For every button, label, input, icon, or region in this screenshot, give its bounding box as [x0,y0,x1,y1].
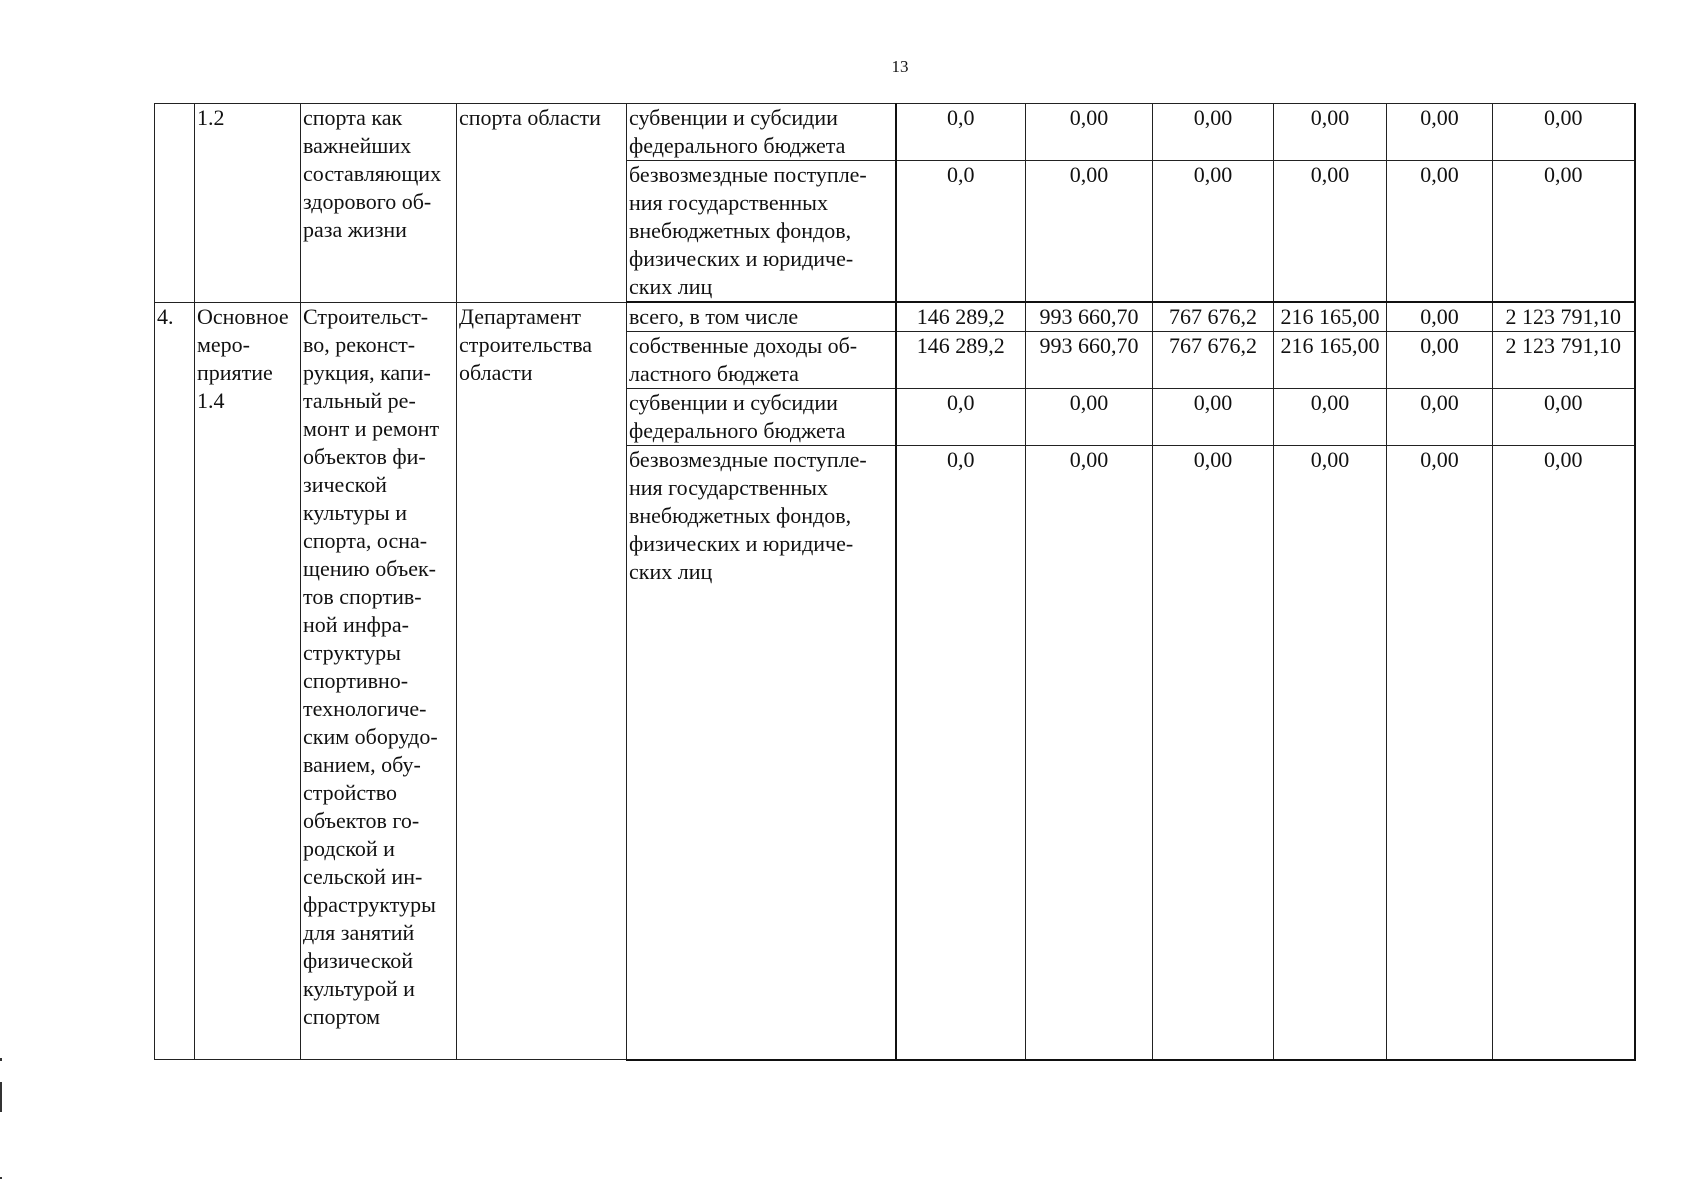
table-row [155,302,1635,332]
executor: спорта области [457,104,627,303]
page-number: 13 [891,57,909,76]
value-cell: 0,00 [1387,389,1493,446]
value-cell: 0,00 [1387,161,1493,303]
value-cell: 767 676,2 [1153,302,1274,332]
value-cell: 0,00 [1387,446,1493,1060]
row-number [155,104,195,303]
value-cell: 0,00 [1274,161,1387,303]
value-cell: 0,00 [1153,389,1274,446]
executor: Департамент строительства области [457,302,627,1060]
value-cell: 993 660,70 [1026,332,1153,389]
value-cell: 0,00 [1387,332,1493,389]
event-name: Строительст-во, реконст-рукция, капи-тальный ре-монт и ремонт объектов фи-зической культуры и спорта, осна-щению объек-тов спортив-ной инфра-структуры спортивно-технологиче-ским оборудо-ванием, обу-стройство объектов го-родской и сельской ин-фраструктуры для занятий физической культурой и спортом [301,302,457,1060]
scan-artifact [0,1058,2,1061]
value-cell: 767 676,2 [1153,332,1274,389]
funding-source: безвозмездные поступле-ния государственных внебюджетных фондов, физических и юридиче-ских лиц [627,161,896,303]
value-cell: 0,0 [896,104,1026,161]
value-cell: 0,00 [1493,161,1635,303]
value-cell: 0,0 [896,389,1026,446]
value-cell: 0,00 [1153,104,1274,161]
budget-table [154,103,1636,1061]
value-cell: 146 289,2 [896,332,1026,389]
funding-source: субвенции и субсидии федерального бюджета [627,389,896,446]
value-cell: 0,00 [1026,389,1153,446]
value-cell: 0,00 [1387,104,1493,161]
value-cell: 216 165,00 [1274,332,1387,389]
value-cell: 216 165,00 [1274,302,1387,332]
value-cell: 0,00 [1493,389,1635,446]
value-cell: 0,00 [1274,104,1387,161]
value-cell: 0,00 [1153,161,1274,303]
row-number: 4. [155,302,195,1060]
value-cell: 2 123 791,10 [1493,332,1635,389]
event-name: спорта как важнейших составляющих здорового об-раза жизни [301,104,457,303]
value-cell: 0,00 [1026,161,1153,303]
value-cell: 0,0 [896,161,1026,303]
funding-source: собственные доходы об-ластного бюджета [627,332,896,389]
value-cell: 0,00 [1274,446,1387,1060]
value-cell: 2 123 791,10 [1493,302,1635,332]
value-cell: 0,00 [1274,389,1387,446]
scan-artifact [0,1177,2,1179]
value-cell: 0,00 [1493,446,1635,1060]
funding-source: безвозмездные поступле-ния государственных внебюджетных фондов, физических и юридиче-ских лиц [627,446,896,1060]
funding-source: всего, в том числе [627,302,896,332]
event-code: 1.2 [195,104,301,303]
value-cell: 0,0 [896,446,1026,1060]
value-cell: 993 660,70 [1026,302,1153,332]
scan-artifact [0,1082,2,1112]
value-cell: 0,00 [1387,302,1493,332]
value-cell: 0,00 [1153,446,1274,1060]
value-cell: 0,00 [1026,446,1153,1060]
value-cell: 146 289,2 [896,302,1026,332]
event-code: Основное меро-приятие 1.4 [195,302,301,1060]
value-cell: 0,00 [1493,104,1635,161]
value-cell: 0,00 [1026,104,1153,161]
funding-source: субвенции и субсидии федерального бюджета [627,104,896,161]
table-row [155,104,1635,161]
